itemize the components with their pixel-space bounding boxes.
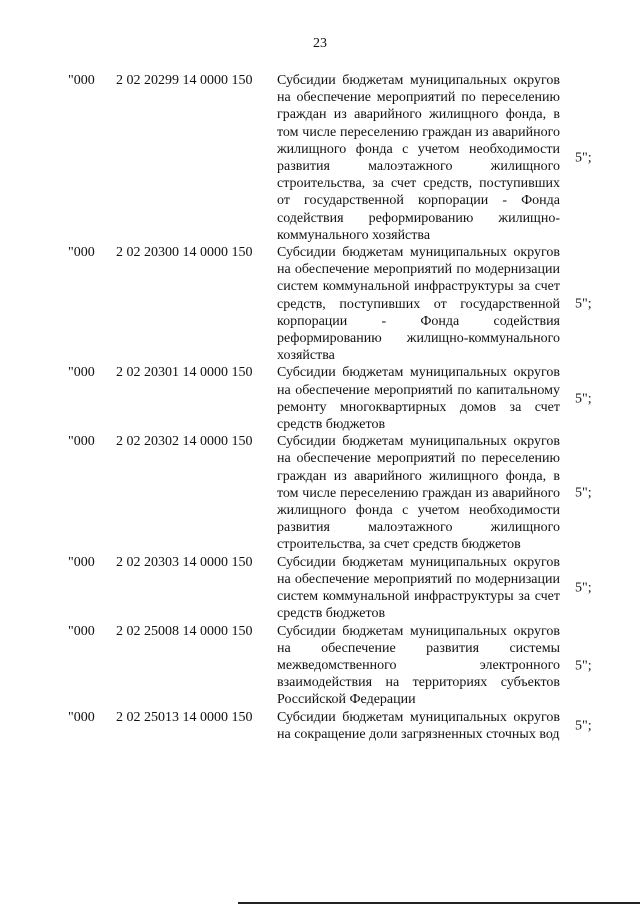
row-value: 5"; xyxy=(575,657,592,673)
row-description: Субсидии бюджетам муниципальных округов на обеспечение мероприятий по модернизации систем коммунальной инфраструктуры за счет средств бюджетов xyxy=(277,554,560,622)
row-value: 5"; xyxy=(575,485,592,501)
row-description: Субсидии бюджетам муниципальных округов на обеспечение мероприятий по переселению граждан из аварийного жилищного фонда, в том числе переселению граждан из аварийного жилищного фонда с учетом необходимости развития малоэтажного жилищного строительства, за счет средств бюджетов xyxy=(277,434,560,553)
table-row xyxy=(0,244,640,364)
row-value: 5"; xyxy=(575,391,592,407)
row-description: Субсидии бюджетам муниципальных округов на обеспечение мероприятий по капитальному ремонту многоквартирных домов за счет средств бюджетов xyxy=(277,365,560,433)
row-description: Субсидии бюджетам муниципальных округов на сокращение доли загрязненных сточных вод xyxy=(277,709,560,742)
row-value: 5"; xyxy=(575,718,592,734)
table-row xyxy=(0,433,640,553)
row-kbk-code: 2 02 20302 14 0000 150 xyxy=(116,434,253,450)
row-kbk-code: 2 02 25008 14 0000 150 xyxy=(116,623,253,639)
row-value: 5"; xyxy=(575,296,592,312)
table-row xyxy=(0,623,640,709)
row-code: "000 xyxy=(68,709,95,725)
row-code: "000 xyxy=(68,245,95,261)
row-kbk-code: 2 02 20301 14 0000 150 xyxy=(116,365,253,381)
row-code: "000 xyxy=(68,365,95,381)
page-number: 23 xyxy=(313,36,327,51)
table-row xyxy=(0,72,640,244)
table-row xyxy=(0,364,640,433)
bottom-divider xyxy=(238,902,640,904)
table-row xyxy=(0,554,640,623)
row-kbk-code: 2 02 20300 14 0000 150 xyxy=(116,245,253,261)
row-code: "000 xyxy=(68,434,95,450)
row-code: "000 xyxy=(68,623,95,639)
row-code: "000 xyxy=(68,554,95,570)
row-kbk-code: 2 02 25013 14 0000 150 xyxy=(116,709,253,725)
row-description: Субсидии бюджетам муниципальных округов на обеспечение развития системы межведомственного электронного взаимодействия на территориях субъектов Российской Федерации xyxy=(277,623,560,708)
row-code: "000 xyxy=(68,73,95,88)
row-description: Субсидии бюджетам муниципальных округов на обеспечение мероприятий по модернизации систем коммунальной инфраструктуры за счет средств, поступивших от государственной корпорации - Фонда содействия реформированию жилищно-коммунального хозяйства xyxy=(277,245,560,364)
row-value: 5"; xyxy=(575,150,592,166)
row-value: 5"; xyxy=(575,580,592,596)
row-kbk-code: 2 02 20299 14 0000 150 xyxy=(116,73,253,88)
row-kbk-code: 2 02 20303 14 0000 150 xyxy=(116,554,253,570)
row-description: Субсидии бюджетам муниципальных округов на обеспечение мероприятий по переселению граждан из аварийного жилищного фонда, в том числе переселению граждан из аварийного жилищного фонда с учетом необходимости развития малоэтажного жилищного строительства, за счет средств, поступивших от государственной корпорации - Фонда содействия реформированию жилищно-коммунального хозяйства xyxy=(277,73,560,243)
budget-code-list xyxy=(0,72,640,743)
table-row xyxy=(0,709,640,743)
